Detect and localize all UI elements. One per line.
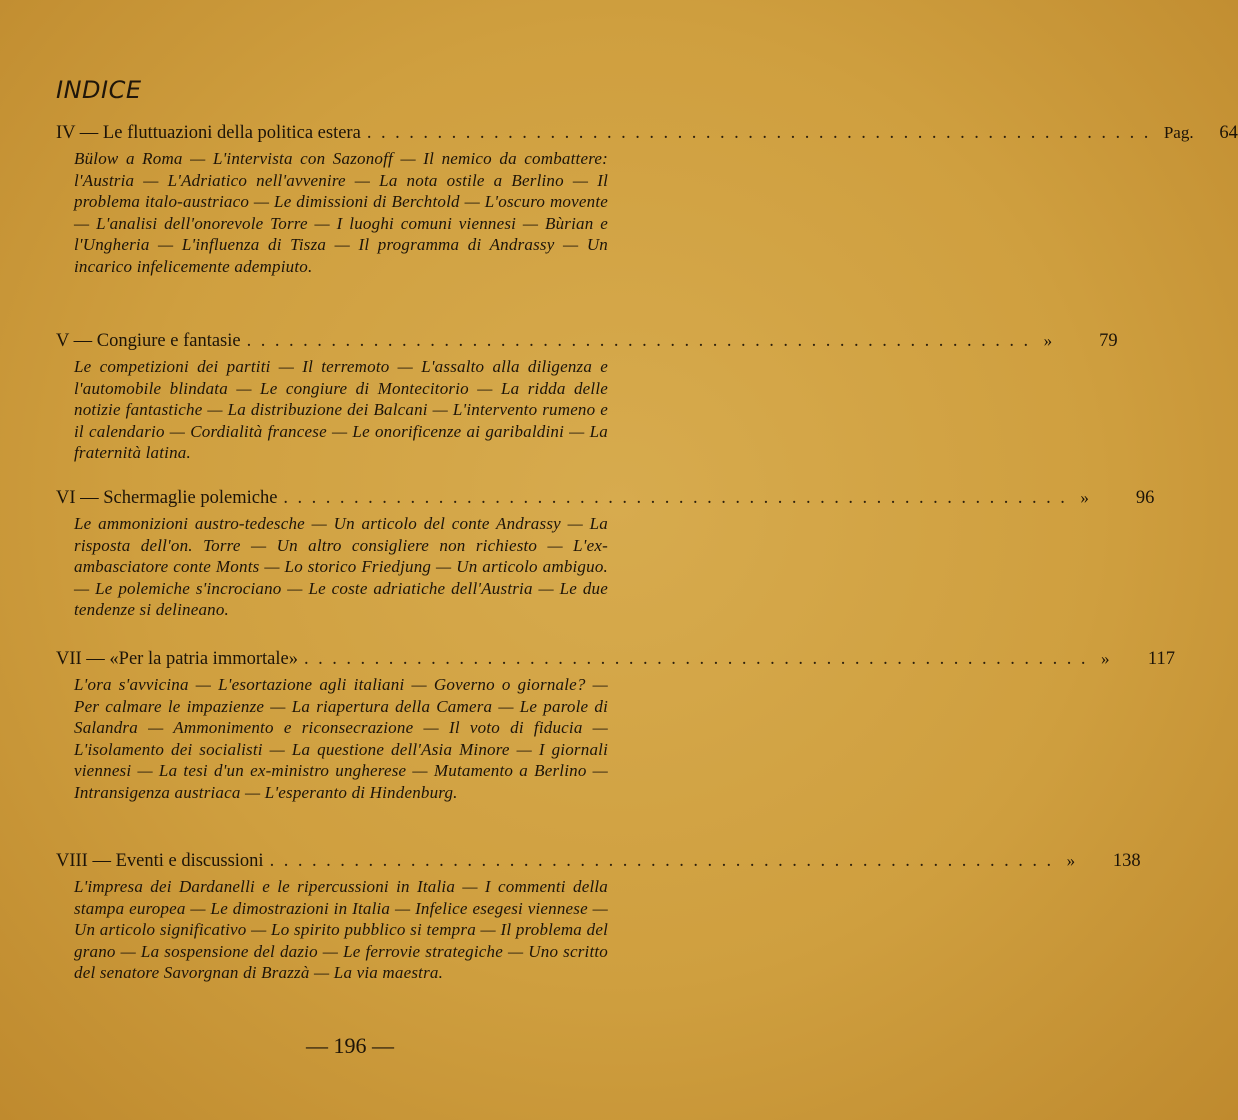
page-prefix: » bbox=[1080, 488, 1089, 507]
entry-summary: L'ora s'avvicina — L'esortazione agli italiani — Governo o giornale? — Per calmare le impazienze — La riapertura della Camera — Le parole di Salandra — Ammonimento e riconsecrazione — Il voto di fiducia — L'isolamento dei socialisti — La questione dell'Asia Minore — I giornali viennesi — La tesi d'un ex-ministro ungherese — Mutamento a Berlino — Intransigenza austriaca — L'esperanto di Hindenburg. bbox=[74, 675, 608, 802]
page-prefix: » bbox=[1043, 331, 1053, 350]
entry-header bbox=[56, 120, 1238, 146]
entry-summary: Le competizioni dei partiti — Il terremoto — L'assalto alla diligenza e l'automobile blindata — Le congiure di Montecitorio — La ridda delle notizie fantastiche — La distribuzione dei Balcani — L'intervento rumeno e il calendario — Cordialità francese — Le onorificenze ai garibaldini — La fraternità latina. bbox=[74, 357, 608, 462]
leader-dots: ........................................................ bbox=[283, 488, 1075, 508]
entry-title: VI — Schermaglie polemiche bbox=[56, 488, 278, 508]
entry-title: IV — Le fluttuazioni della politica estera bbox=[56, 123, 361, 143]
page-prefix: Pag. bbox=[1163, 123, 1194, 142]
page-reference bbox=[1044, 328, 1118, 354]
index-heading: INDICE bbox=[56, 76, 142, 104]
entry-header bbox=[56, 485, 1155, 511]
page-prefix: » bbox=[1100, 649, 1110, 668]
page-number: 64 bbox=[1219, 123, 1238, 143]
toc-entry-vi bbox=[56, 485, 1155, 621]
entry-title: VII — «Per la patria immortale» bbox=[56, 649, 298, 669]
toc-entry-vii bbox=[56, 646, 1175, 803]
page-number: 96 bbox=[1135, 488, 1155, 508]
page-number: 138 bbox=[1112, 851, 1141, 871]
entry-header bbox=[56, 848, 1141, 874]
entry-summary: Le ammonizioni austro-tedesche — Un articolo del conte Andrassy — La risposta dell'on. Torre — Un altro consigliere non richiesto — L'ex-ambasciatore conte Monts — Lo storico Friedjung — Un articolo ambiguo. — Le polemiche s'incrociano — Le coste adriatiche dell'Austria — Le due tendenze si delineano. bbox=[74, 514, 608, 619]
page-number: 79 bbox=[1099, 331, 1118, 351]
page-reference bbox=[1164, 120, 1238, 146]
toc-entry-viii bbox=[56, 848, 1141, 984]
entry-title: V — Congiure e fantasie bbox=[56, 331, 241, 351]
leader-dots: ........................................................ bbox=[303, 649, 1095, 669]
entry-title: VIII — Eventi e discussioni bbox=[56, 851, 264, 871]
entry-summary: Bülow a Roma — L'intervista con Sazonoff — Il nemico da combattere: l'Austria — L'Adriatico nell'avvenire — La nota ostile a Berlino — Il problema italo-austriaco — Le dimissioni di Berchtold — L'oscuro movente — L'analisi dell'onorevole Torre — I luoghi comuni viennesi — Bùrian e l'Ungheria — L'influenza di Tisza — Il programma di Andrassy — Un incarico infelicemente adempiuto. bbox=[74, 149, 608, 276]
leader-dots: ........................................................ bbox=[366, 123, 1158, 143]
page-folio: — 196 — bbox=[306, 1033, 394, 1058]
page-reference bbox=[1101, 646, 1175, 672]
leader-dots: ........................................................ bbox=[269, 851, 1061, 871]
page-number: 117 bbox=[1147, 649, 1175, 669]
toc-entry-v bbox=[56, 328, 1118, 464]
entry-header bbox=[56, 328, 1118, 354]
entry-header bbox=[56, 646, 1175, 672]
entry-summary: L'impresa dei Dardanelli e le ripercussioni in Italia — I commenti della stampa europea — Le dimostrazioni in Italia — Infelice esegesi viennese — Un articolo significativo — Lo spirito pubblico si tempra — Il problema del grano — La sospensione del dazio — Le ferrovie strategiche — Uno scritto del senatore Savorgnan di Brazzà — La via maestra. bbox=[74, 877, 608, 982]
page-prefix: » bbox=[1066, 851, 1076, 870]
leader-dots: ........................................................ bbox=[246, 331, 1038, 351]
page-reference bbox=[1067, 848, 1141, 874]
toc-entry-iv bbox=[56, 120, 1238, 277]
page-reference bbox=[1080, 485, 1154, 511]
